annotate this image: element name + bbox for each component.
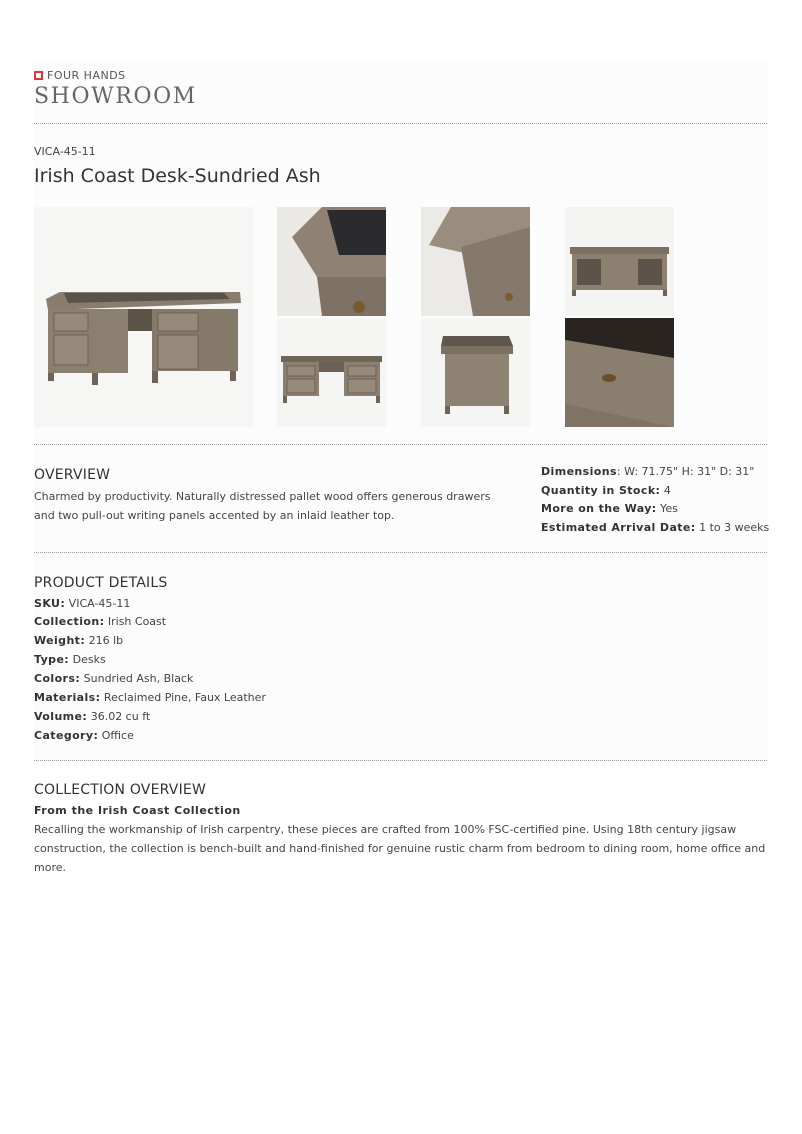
detail-label: Volume:: [34, 710, 88, 723]
desk-corner-top-photo: [277, 207, 386, 316]
product-title: Irish Coast Desk-Sundried Ash: [34, 165, 321, 187]
detail-value: Office: [98, 729, 134, 742]
detail-row: [34, 634, 123, 647]
more-on-way-value: Yes: [656, 502, 678, 515]
overview-text: Charmed by productivity. Naturally distressed pallet wood offers generous drawers and two pull-out writing panels accented by an inlaid leather top.: [34, 490, 491, 522]
detail-value: 36.02 cu ft: [87, 710, 151, 723]
detail-label: Colors:: [34, 672, 81, 685]
detail-value: 216 lb: [85, 634, 124, 647]
stock-label: Quantity in Stock:: [541, 484, 661, 497]
detail-label: Weight:: [34, 634, 86, 647]
brand-name: FOUR HANDS: [47, 69, 126, 82]
detail-row: [34, 653, 106, 666]
detail-row: [34, 672, 193, 685]
stock-row: [541, 484, 671, 497]
detail-label: Type:: [34, 653, 70, 666]
detail-value: Irish Coast: [104, 615, 167, 628]
arrival-value: 1 to 3 weeks: [695, 521, 770, 534]
product-details-heading: PRODUCT DETAILS: [34, 575, 168, 591]
more-on-way-row: [541, 502, 678, 515]
detail-value: Desks: [69, 653, 106, 666]
dimensions-label: Dimensions: [541, 465, 617, 478]
brand-mark-icon: [34, 71, 43, 80]
desk-pullout-panel-photo: [421, 207, 530, 316]
arrival-label: Estimated Arrival Date:: [541, 521, 696, 534]
desk-front-small-photo: [277, 318, 386, 427]
collection-subheading: From the Irish Coast Collection: [34, 804, 241, 817]
detail-row: [34, 615, 166, 628]
divider: [34, 760, 767, 761]
detail-row: [34, 710, 150, 723]
divider: [34, 552, 767, 553]
product-sku: VICA-45-11: [34, 145, 96, 158]
collection-overview-heading: COLLECTION OVERVIEW: [34, 782, 206, 798]
detail-label: SKU:: [34, 597, 66, 610]
overview-heading: OVERVIEW: [34, 467, 111, 483]
dimensions-value: : W: 71.75" H: 31" D: 31": [616, 465, 755, 478]
desk-drawer-detail-photo: [565, 318, 674, 427]
collection-text: Recalling the workmanship of Irish carpentry, these pieces are crafted from 100% FSC-certified pine. Using 18th century jigsaw construction, the collection is bench-built and hand-finished for genuine rustic charm from bedroom to dining room, home office and more.: [34, 823, 766, 874]
more-on-way-label: More on the Way:: [541, 502, 657, 515]
detail-row: [34, 729, 134, 742]
detail-label: Materials:: [34, 691, 101, 704]
stock-value: 4: [660, 484, 671, 497]
detail-row: [34, 691, 266, 704]
detail-row: [34, 597, 130, 610]
detail-value: VICA-45-11: [65, 597, 131, 610]
desk-back-photo: [565, 207, 674, 316]
desk-front-angle-photo: [34, 207, 254, 427]
detail-value: Sundried Ash, Black: [80, 672, 194, 685]
divider: [34, 123, 767, 124]
detail-label: Collection:: [34, 615, 105, 628]
desk-side-photo: [421, 318, 530, 427]
showroom-wordmark: SHOWROOM: [34, 84, 197, 109]
arrival-row: [541, 521, 769, 534]
brand-logo: [34, 69, 126, 82]
detail-label: Category:: [34, 729, 99, 742]
dimensions-row: [541, 465, 754, 478]
detail-value: Reclaimed Pine, Faux Leather: [100, 691, 266, 704]
divider: [34, 444, 767, 445]
